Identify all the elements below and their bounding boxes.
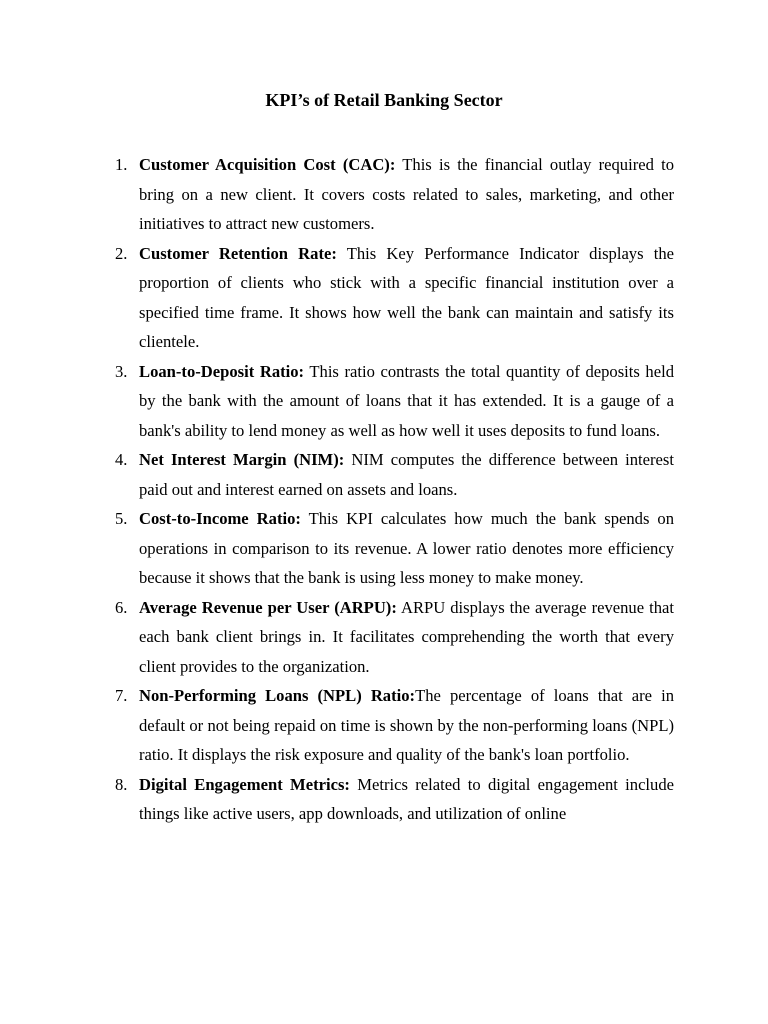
- list-item: [115, 770, 675, 829]
- kpi-term: Customer Acquisition Cost (CAC):: [139, 155, 396, 174]
- kpi-term: Net Interest Margin (NIM):: [139, 450, 345, 469]
- kpi-term: Average Revenue per User (ARPU):: [139, 597, 397, 617]
- separator: [337, 244, 347, 263]
- kpi-description: NIM computes the difference between interest paid out and interest earned on assets and loans.: [139, 450, 674, 499]
- kpi-term: Non-Performing Loans (NPL) Ratio:: [139, 686, 416, 705]
- item-number: 2.: [115, 243, 128, 263]
- kpi-term: Digital Engagement Metrics:: [139, 774, 350, 794]
- separator: [301, 509, 309, 528]
- kpi-term: Customer Retention Rate:: [139, 243, 337, 263]
- list-item: [115, 593, 674, 682]
- document-title: KPI’s of Retail Banking Sector: [265, 90, 503, 110]
- list-item: [115, 504, 674, 593]
- item-number: 3.: [115, 361, 128, 381]
- item-number: 8.: [115, 774, 128, 794]
- kpi-term: Loan-to-Deposit Ratio:: [139, 361, 305, 381]
- kpi-description: This is the financial outlay required to bring on a new client. It covers costs related to sales, marketing, and other initiatives to attract new customers.: [139, 155, 674, 233]
- item-number: 5.: [115, 509, 128, 528]
- kpi-list: [115, 150, 675, 829]
- list-item: [115, 445, 674, 504]
- item-number: 7.: [115, 686, 128, 705]
- item-number: 4.: [115, 450, 128, 469]
- kpi-description: Metrics related to digital engagement include things like active users, app downloads, and utilization of online: [139, 774, 675, 823]
- kpi-description: This KPI calculates how much the bank spends on operations in comparison to its revenue. A lower ratio denotes more efficiency because it shows that the bank is using less money to make money.: [139, 509, 674, 587]
- list-item: [115, 357, 675, 446]
- kpi-term: Cost-to-Income Ratio:: [139, 509, 301, 528]
- kpi-description: This Key Performance Indicator displays the proportion of clients who stick with a specific financial institution over a specified time frame. It shows how well the bank can maintain and satisfy its clientele.: [139, 243, 674, 351]
- list-item: [115, 239, 674, 357]
- list-item: [115, 681, 675, 770]
- list-item: [115, 150, 674, 239]
- kpi-description: The percentage of loans that are in default or not being repaid on time is shown by the non-performing loans (NPL) ratio. It displays the risk exposure and quality of the bank's loan portfolio.: [139, 686, 675, 764]
- kpi-description: This ratio contrasts the total quantity of deposits held by the bank with the amount of loans that it has extended. It is a gauge of a bank's ability to lend money as well as how well it uses deposits to fund loans.: [139, 361, 675, 440]
- item-number: 6.: [115, 597, 128, 617]
- kpi-description: ARPU displays the average revenue that each bank client brings in. It facilitates comprehending the worth that every client provides to the organization.: [139, 597, 674, 676]
- item-number: 1.: [115, 155, 128, 174]
